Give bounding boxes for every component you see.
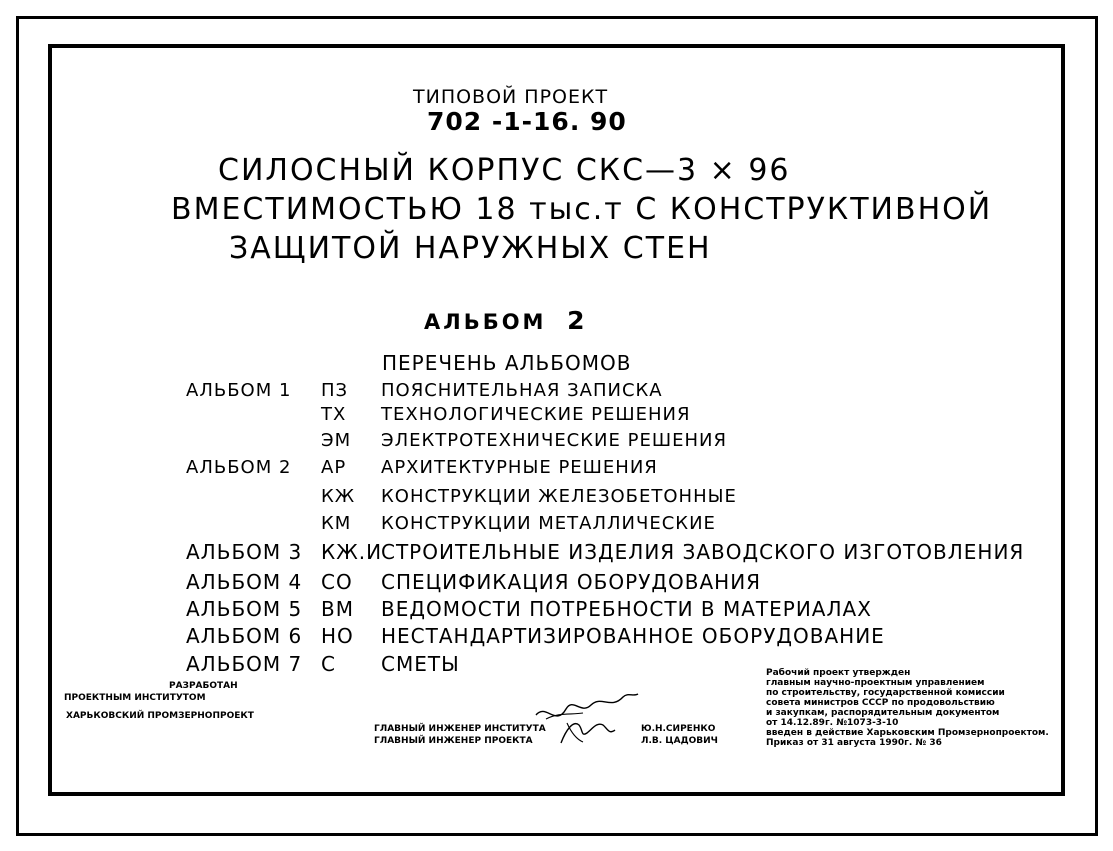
album-number: АЛЬБОМ 7	[186, 652, 303, 676]
album-code: КМ	[321, 513, 352, 534]
album-heading	[424, 306, 588, 335]
album-title: КОНСТРУКЦИИ ЖЕЛЕЗОБЕТОННЫЕ	[381, 486, 737, 507]
album-title: ВЕДОМОСТИ ПОТРЕБНОСТИ В МАТЕРИАЛАХ	[381, 597, 872, 621]
album-code: ПЗ	[321, 380, 349, 401]
title-line-3: ЗАЩИТОЙ НАРУЖНЫХ СТЕН	[229, 231, 712, 266]
album-number: АЛЬБОМ 3	[186, 540, 303, 564]
developer-line-2: ПРОЕКТНЫМ ИНСТИТУТОМ	[64, 693, 206, 703]
approval-line-8: Приказ от 31 августа 1990г. № 36	[766, 738, 942, 748]
approval-line-5: и закупкам, распорядительным документом	[766, 708, 1000, 718]
album-title: КОНСТРУКЦИИ МЕТАЛЛИЧЕСКИЕ	[381, 513, 716, 534]
album-heading-label: АЛЬБОМ	[424, 310, 547, 334]
album-title: ТЕХНОЛОГИЧЕСКИЕ РЕШЕНИЯ	[381, 404, 691, 425]
project-type-label: ТИПОВОЙ ПРОЕКТ	[413, 86, 609, 108]
developer-label: РАЗРАБОТАН	[169, 681, 238, 691]
title-line-1: СИЛОСНЫЙ КОРПУС СКС—3 × 96	[218, 153, 791, 188]
approval-line-6: от 14.12.89г. №1073-3-10	[766, 718, 899, 728]
signature-mark	[531, 675, 641, 745]
project-code: 702 -1-16. 90	[427, 107, 627, 136]
album-code: ТХ	[321, 404, 347, 425]
album-number: АЛЬБОМ 5	[186, 597, 303, 621]
album-number: АЛЬБОМ 1	[186, 380, 292, 401]
album-code: С	[321, 652, 336, 676]
album-number: АЛЬБОМ 2	[186, 457, 292, 478]
chief-engineer-institute-name: Ю.Н.СИРЕНКО	[641, 724, 716, 734]
album-title: АРХИТЕКТУРНЫЕ РЕШЕНИЯ	[381, 457, 658, 478]
developer-name: ХАРЬКОВСКИЙ ПРОМЗЕРНОПРОЕКТ	[66, 711, 254, 721]
album-code: КЖ	[321, 486, 356, 507]
title-line-2: ВМЕСТИМОСТЬЮ 18 тыс.т С КОНСТРУКТИВНОЙ	[171, 192, 993, 227]
approval-line-4: совета министров СССР по продовольствию	[766, 698, 995, 708]
album-number: АЛЬБОМ 6	[186, 624, 303, 648]
approval-line-7: введен в действие Харьковским Промзернопроектом.	[766, 728, 1049, 738]
album-heading-number: 2	[567, 306, 588, 335]
album-title: СМЕТЫ	[381, 652, 460, 676]
list-title: ПЕРЕЧЕНЬ АЛЬБОМОВ	[382, 351, 632, 375]
approval-line-1: Рабочий проект утвержден	[766, 668, 911, 678]
album-code: НО	[321, 624, 354, 648]
album-number: АЛЬБОМ 4	[186, 570, 303, 594]
approval-line-2: главным научно-проектным управлением	[766, 678, 985, 688]
album-code: КЖ.И	[321, 540, 383, 564]
chief-engineer-project-name: Л.В. ЦАДОВИЧ	[641, 736, 718, 746]
album-title: НЕСТАНДАРТИЗИРОВАННОЕ ОБОРУДОВАНИЕ	[381, 624, 885, 648]
album-title: СТРОИТЕЛЬНЫЕ ИЗДЕЛИЯ ЗАВОДСКОГО ИЗГОТОВЛЕНИЯ	[381, 540, 1025, 564]
album-code: СО	[321, 570, 353, 594]
album-code: АР	[321, 457, 347, 478]
approval-line-3: по строительству, государственной комиссии	[766, 688, 1005, 698]
chief-engineer-institute-label: ГЛАВНЫЙ ИНЖЕНЕР ИНСТИТУТА	[374, 724, 546, 734]
album-title: ПОЯСНИТЕЛЬНАЯ ЗАПИСКА	[381, 380, 663, 401]
album-code: ЭМ	[321, 430, 352, 451]
chief-engineer-project-label: ГЛАВНЫЙ ИНЖЕНЕР ПРОЕКТА	[374, 736, 533, 746]
album-title: ЭЛЕКТРОТЕХНИЧЕСКИЕ РЕШЕНИЯ	[381, 430, 727, 451]
album-title: СПЕЦИФИКАЦИЯ ОБОРУДОВАНИЯ	[381, 570, 762, 594]
album-code: ВМ	[321, 597, 354, 621]
